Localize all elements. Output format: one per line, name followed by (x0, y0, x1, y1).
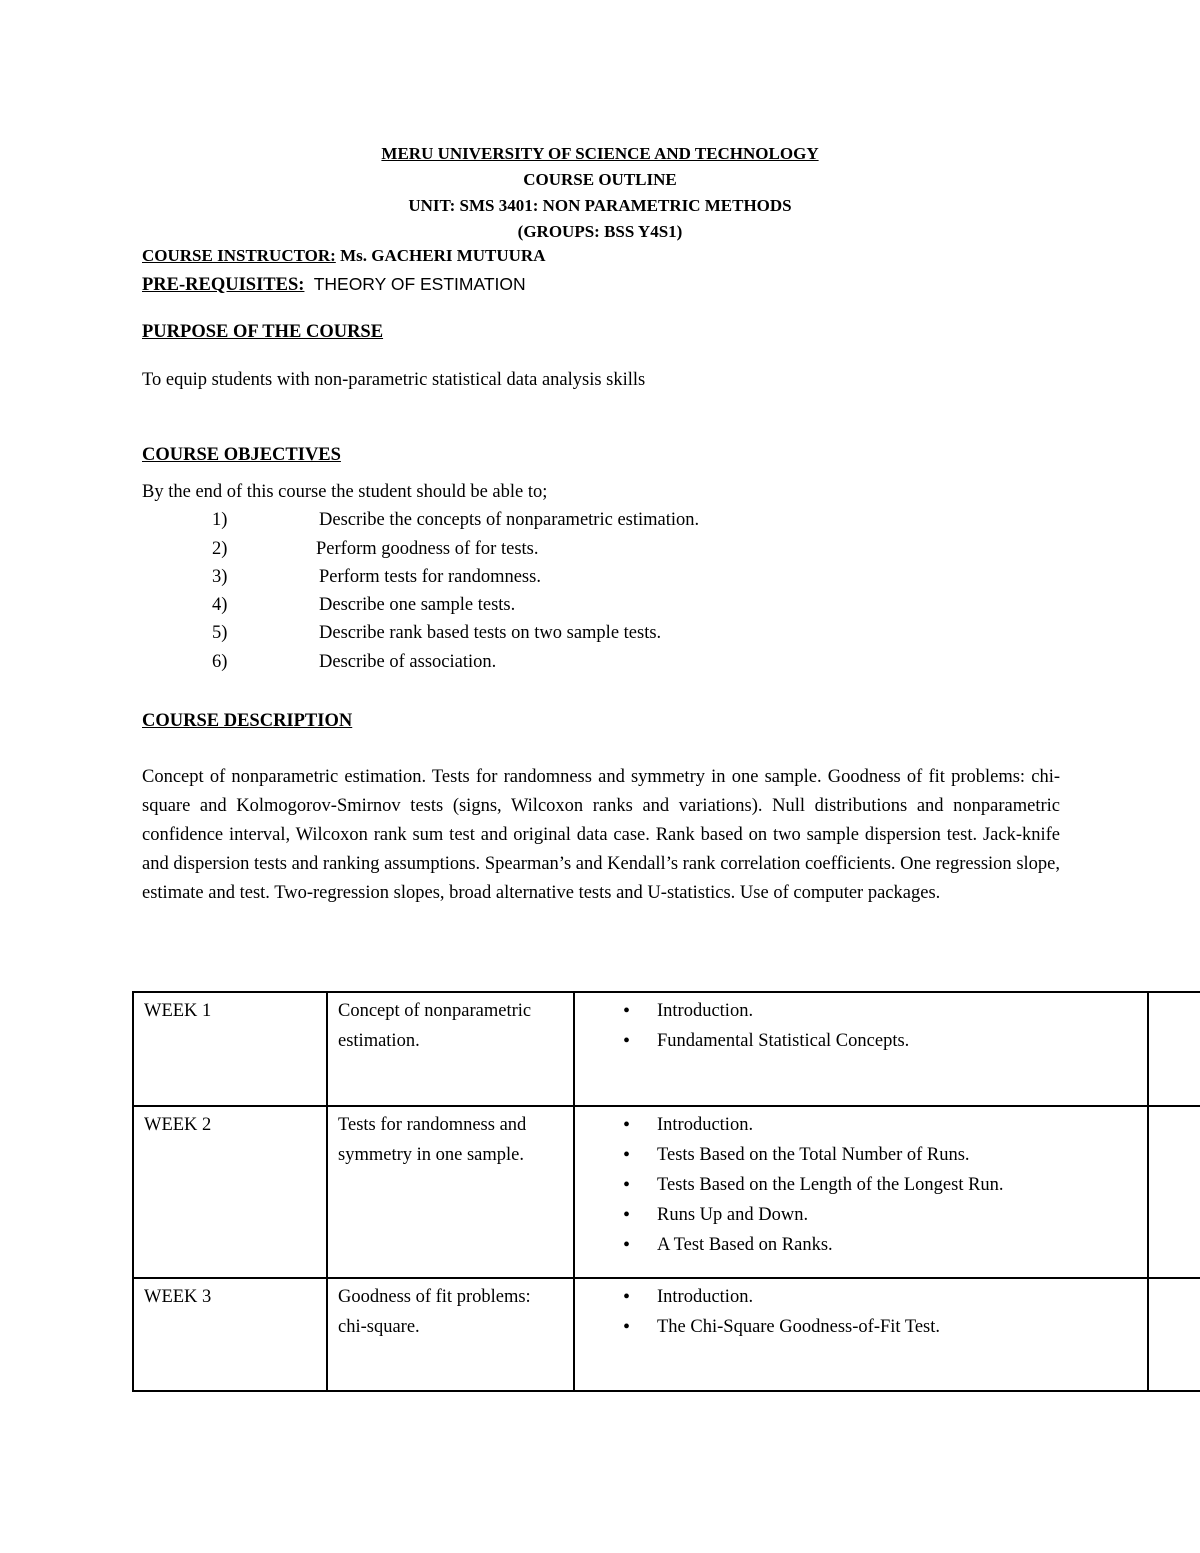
week-cell: WEEK 1 (133, 992, 327, 1106)
objective-number: 1) (212, 510, 228, 530)
prereq-label: PRE-REQUISITES: (142, 275, 305, 295)
list-item: • Introduction. (657, 996, 1137, 1026)
table-row (133, 1106, 1200, 1278)
week-cell: WEEK 3 (133, 1278, 327, 1391)
objective-text: Perform goodness of for tests. (316, 539, 539, 559)
objective-text: Describe one sample tests. (319, 595, 516, 615)
objectives-heading: COURSE OBJECTIVES (142, 445, 341, 465)
topic-cell: Tests for randomness and symmetry in one sample. (327, 1106, 574, 1278)
subtopic-list (585, 1110, 1137, 1260)
objective-item (0, 538, 1200, 560)
instructor-label: COURSE INSTRUCTOR: (142, 246, 336, 265)
objective-item (0, 566, 1200, 588)
notes-cell (1148, 1278, 1200, 1391)
topic-cell: Concept of nonparametric estimation. (327, 992, 574, 1106)
objective-item (0, 622, 1200, 644)
objective-item (0, 594, 1200, 616)
objective-text: Describe rank based tests on two sample tests. (319, 623, 662, 643)
course-outline-title: COURSE OUTLINE (523, 170, 677, 189)
subtopics-cell (574, 992, 1148, 1106)
objective-item (0, 651, 1200, 673)
objective-number: 3) (212, 567, 228, 587)
list-item: • Runs Up and Down. (657, 1200, 1137, 1230)
list-item: • A Test Based on Ranks. (657, 1230, 1137, 1260)
objective-text: Describe the concepts of nonparametric estimation. (319, 510, 700, 530)
objective-text: Describe of association. (319, 652, 497, 672)
instructor-line (142, 245, 545, 267)
subtopic-list (585, 1282, 1137, 1342)
topic-cell: Goodness of fit problems: chi-square. (327, 1278, 574, 1391)
weekly-schedule-table (132, 991, 1200, 1392)
list-item: • Tests Based on the Length of the Longest Run. (657, 1170, 1137, 1200)
instructor-name: Ms. GACHERI MUTUURA (335, 246, 546, 265)
list-item: • Introduction. (657, 1282, 1137, 1312)
week-cell: WEEK 2 (133, 1106, 327, 1278)
objectives-intro: By the end of this course the student should be able to; (142, 482, 548, 502)
prereq-line (142, 273, 526, 296)
prereq-value: THEORY OF ESTIMATION (313, 274, 526, 294)
groups-label: (GROUPS: BSS Y4S1) (517, 222, 683, 241)
objectives-list (0, 509, 1200, 679)
purpose-heading: PURPOSE OF THE COURSE (142, 322, 384, 342)
table-row (133, 1278, 1200, 1391)
table-row (133, 992, 1200, 1106)
subtopics-cell (574, 1106, 1148, 1278)
notes-cell (1148, 1106, 1200, 1278)
list-item: • Introduction. (657, 1110, 1137, 1140)
list-item: • The Chi-Square Goodness-of-Fit Test. (657, 1312, 1137, 1342)
subtopics-cell (574, 1278, 1148, 1391)
description-text: Concept of nonparametric estimation. Tests for randomness and symmetry in one sample. Goodness of fit problems: chi-square and Kolmogorov-Smirnov tests (signs, Wilcoxon ranks and variations). Null distributions and nonparametric confidence interval, Wilcoxon rank sum test and original data case. Rank based on two sample dispersion test. Jack-knife and dispersion tests and ranking assumptions. Spearman’s and Kendall’s rank correlation coefficients. One regression slope, estimate and test. Two-regression slopes, broad alternative tests and U-statistics. Use of computer packages. (142, 767, 1060, 903)
objective-number: 6) (212, 652, 228, 672)
list-item: • Fundamental Statistical Concepts. (657, 1026, 1137, 1056)
subtopic-list (585, 996, 1137, 1056)
objective-item (0, 509, 1200, 531)
university-name: MERU UNIVERSITY OF SCIENCE AND TECHNOLOGY (381, 144, 819, 163)
notes-cell (1148, 992, 1200, 1106)
list-item: • Tests Based on the Total Number of Runs. (657, 1140, 1137, 1170)
description-heading: COURSE DESCRIPTION (142, 711, 353, 731)
objective-number: 5) (212, 623, 228, 643)
unit-title: UNIT: SMS 3401: NON PARAMETRIC METHODS (408, 196, 792, 215)
objective-text: Perform tests for randomness. (319, 567, 541, 587)
objective-number: 4) (212, 595, 228, 615)
purpose-text: To equip students with non-parametric statistical data analysis skills (142, 370, 646, 390)
objective-number: 2) (212, 539, 228, 559)
